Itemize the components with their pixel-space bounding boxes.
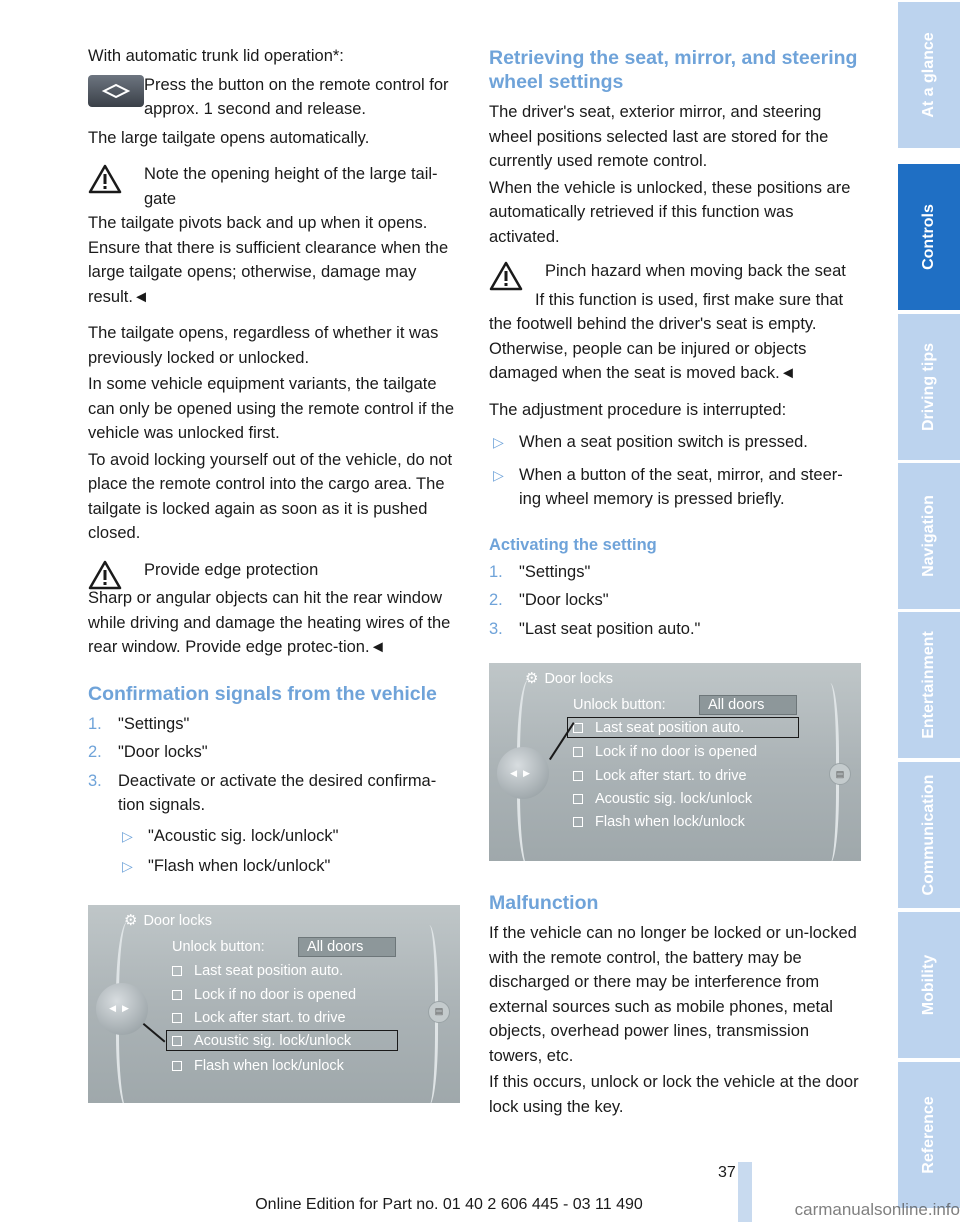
tab-mobility[interactable]: Mobility (898, 912, 960, 1058)
triangle-bullet-icon: ▷ (122, 827, 133, 844)
door-locks-screen-acoustic (88, 905, 460, 1103)
option-acoustic-signal: Acoustic sig. lock/unlock (573, 789, 752, 809)
activating-steps (489, 560, 861, 642)
interrupted-text: The adjustment procedure is interrupted: (489, 400, 787, 419)
list-item: 1. "Settings" (88, 714, 190, 733)
right-column (489, 44, 861, 1119)
unlock-button-value: All doors (298, 937, 396, 957)
malfunction-text: If the vehicle can no longer be locked or un-locked with the remote control, the battery may be discharged or there may be interference from external sources such as mobile phones, metal objects, overhead power lines, transmission towers, etc. (489, 924, 857, 1065)
page-number: 37 (718, 1164, 736, 1181)
intro-text: With automatic trunk lid operation*: (88, 47, 344, 65)
unlock-button-label: Unlock button: (573, 697, 666, 713)
warning-triangle-icon (489, 261, 523, 291)
remote-instruction-text: Press the button on the remote control for approx. 1 second and release. (144, 75, 449, 118)
list-item: ▷ "Flash when lock/unlock" (118, 854, 460, 879)
screen-title: ⚙ Door locks (525, 670, 613, 687)
leader-line (549, 722, 574, 760)
checkbox-icon (573, 771, 583, 781)
warning-triangle-icon (88, 164, 122, 194)
gear-icon: ⚙ (124, 911, 138, 929)
list-item: 2. "Door locks" (489, 591, 609, 609)
checkbox-icon (172, 990, 182, 1000)
door-locks-screen-last-seat (489, 663, 861, 861)
warning-pinch-hazard-title: Pinch hazard when moving back the seat (545, 262, 846, 280)
list-item: 3. "Last seat position auto." (489, 619, 701, 638)
tab-driving-tips[interactable]: Driving tips (898, 314, 960, 460)
interrupt-conditions-list (489, 430, 861, 512)
list-item: ▷ When a seat position switch is pressed. (489, 430, 861, 455)
watermark: carmanualsonline.info (794, 1200, 960, 1219)
option-last-seat: Last seat position auto. (573, 718, 744, 738)
unlock-with-key-text: If this occurs, unlock or lock the vehicle at the door lock using the key. (489, 1073, 859, 1116)
heading-malfunction: Malfunction (489, 892, 599, 914)
list-item: 2. "Door locks" (88, 743, 208, 761)
checkbox-icon (573, 747, 583, 757)
option-last-seat: Last seat position auto. (172, 961, 343, 981)
list-item: ▷ When a button of the seat, mirror, and steer-ing wheel memory is pressed briefly. (489, 463, 861, 512)
unlock-button-value: All doors (699, 695, 797, 715)
triangle-bullet-icon: ▷ (493, 434, 504, 450)
warning-edge-protection-title: Provide edge protection (144, 560, 319, 579)
menu-icon: ▤ (829, 763, 851, 785)
controller-knob-icon: ◀▶ (96, 983, 148, 1035)
left-column (88, 44, 460, 1103)
highlight-box (567, 717, 799, 738)
signal-options-list (118, 824, 460, 879)
avoid-locking-text: To avoid locking yourself out of the vehicle, do not place the remote control into the cargo area. The tailgate is locked again as soon as it is pushed closed. (88, 450, 453, 542)
warning-triangle-icon (88, 560, 122, 590)
heading-confirmation-signals: Confirmation signals from the vehicle (88, 682, 437, 705)
chapter-tabs (898, 0, 960, 1222)
warning-edge-protection (88, 558, 460, 583)
list-item: 1. "Settings" (489, 562, 591, 581)
tailgate-opens-text: The large tailgate opens automatically. (88, 128, 370, 147)
tab-reference[interactable]: Reference (898, 1062, 960, 1208)
tab-navigation[interactable]: Navigation (898, 463, 960, 609)
footer-edition: Online Edition for Part no. 01 40 2 606 445 - 03 11 490 (255, 1196, 643, 1213)
tab-controls[interactable]: Controls (898, 164, 960, 310)
option-lock-after-start: Lock after start. to drive (172, 1008, 346, 1028)
option-lock-no-door: Lock if no door is opened (573, 742, 757, 762)
triangle-bullet-icon: ▷ (493, 466, 504, 483)
option-flash: Flash when lock/unlock (573, 812, 745, 832)
checkbox-icon (172, 1013, 182, 1023)
equipment-variants-text: In some vehicle equipment variants, the tailgate can only be opened using the remote control if the vehicle was unlocked first. (88, 375, 454, 442)
option-flash: Flash when lock/unlock (172, 1056, 344, 1076)
gear-icon: ⚙ (525, 670, 539, 687)
warning-opening-height-title: Note the opening height of the large tail-gate (144, 165, 438, 208)
heading-retrieving-settings: Retrieving the seat, mirror, and steering wheel settings (489, 47, 858, 93)
controller-knob-icon: ◀▶ (497, 747, 549, 799)
tab-communication[interactable]: Communication (898, 762, 960, 908)
triangle-bullet-icon: ▷ (122, 858, 133, 874)
option-lock-no-door: Lock if no door is opened (172, 985, 356, 1005)
unlock-button-label: Unlock button: (172, 938, 265, 955)
menu-icon: ▤ (428, 1001, 450, 1023)
retrieved-text: When the vehicle is unlocked, these positions are automatically retrieved if this function was activated. (489, 178, 851, 246)
list-item: ▷ "Acoustic sig. lock/unlock" (118, 824, 460, 849)
checkbox-icon (573, 817, 583, 827)
confirmation-steps (88, 712, 460, 879)
option-acoustic-signal: Acoustic sig. lock/unlock (172, 1031, 351, 1051)
checkbox-icon (573, 794, 583, 804)
highlight-box (166, 1030, 398, 1051)
regardless-text: The tailgate opens, regardless of whether it was previously locked or unlocked. (88, 324, 439, 367)
screen-title: ⚙ Door locks (124, 911, 212, 929)
warning-opening-height-body: The tailgate pivots back and up when it opens. Ensure that there is sufficient clearance when the large tailgate opens; otherwise, damage may result.◄ (88, 214, 449, 306)
option-lock-after-start: Lock after start. to drive (573, 766, 747, 786)
remote-button-icon (88, 75, 144, 107)
checkbox-icon (172, 966, 182, 976)
warning-opening-height (88, 162, 460, 211)
tab-entertainment[interactable]: Entertainment (898, 612, 960, 758)
warning-pinch-hazard-body: If this function is used, first make sure that the footwell behind the driver's seat is empty. Otherwise, people can be injured or objects damaged when the seat is moved back.◄ (489, 290, 844, 382)
heading-activating-setting: Activating the setting (489, 535, 657, 554)
leader-line (143, 1023, 165, 1042)
warning-pinch-hazard (489, 259, 861, 284)
remote-instruction-block (88, 73, 460, 122)
list-item: 3. Deactivate or activate the desired confirma-tion signals. ▷ "Acoustic sig. lock/unlock" ▷ "Flash when lock/unlock" (88, 769, 460, 879)
tab-at-a-glance[interactable]: At a glance (898, 2, 960, 148)
stored-positions-text: The driver's seat, exterior mirror, and steering wheel positions selected last are stored for the currently used remote control. (489, 103, 829, 170)
warning-edge-protection-body: Sharp or angular objects can hit the rear window while driving and damage the heating wires of the rear window. Provide edge protec-tion.◄ (88, 589, 451, 656)
checkbox-icon (172, 1061, 182, 1071)
